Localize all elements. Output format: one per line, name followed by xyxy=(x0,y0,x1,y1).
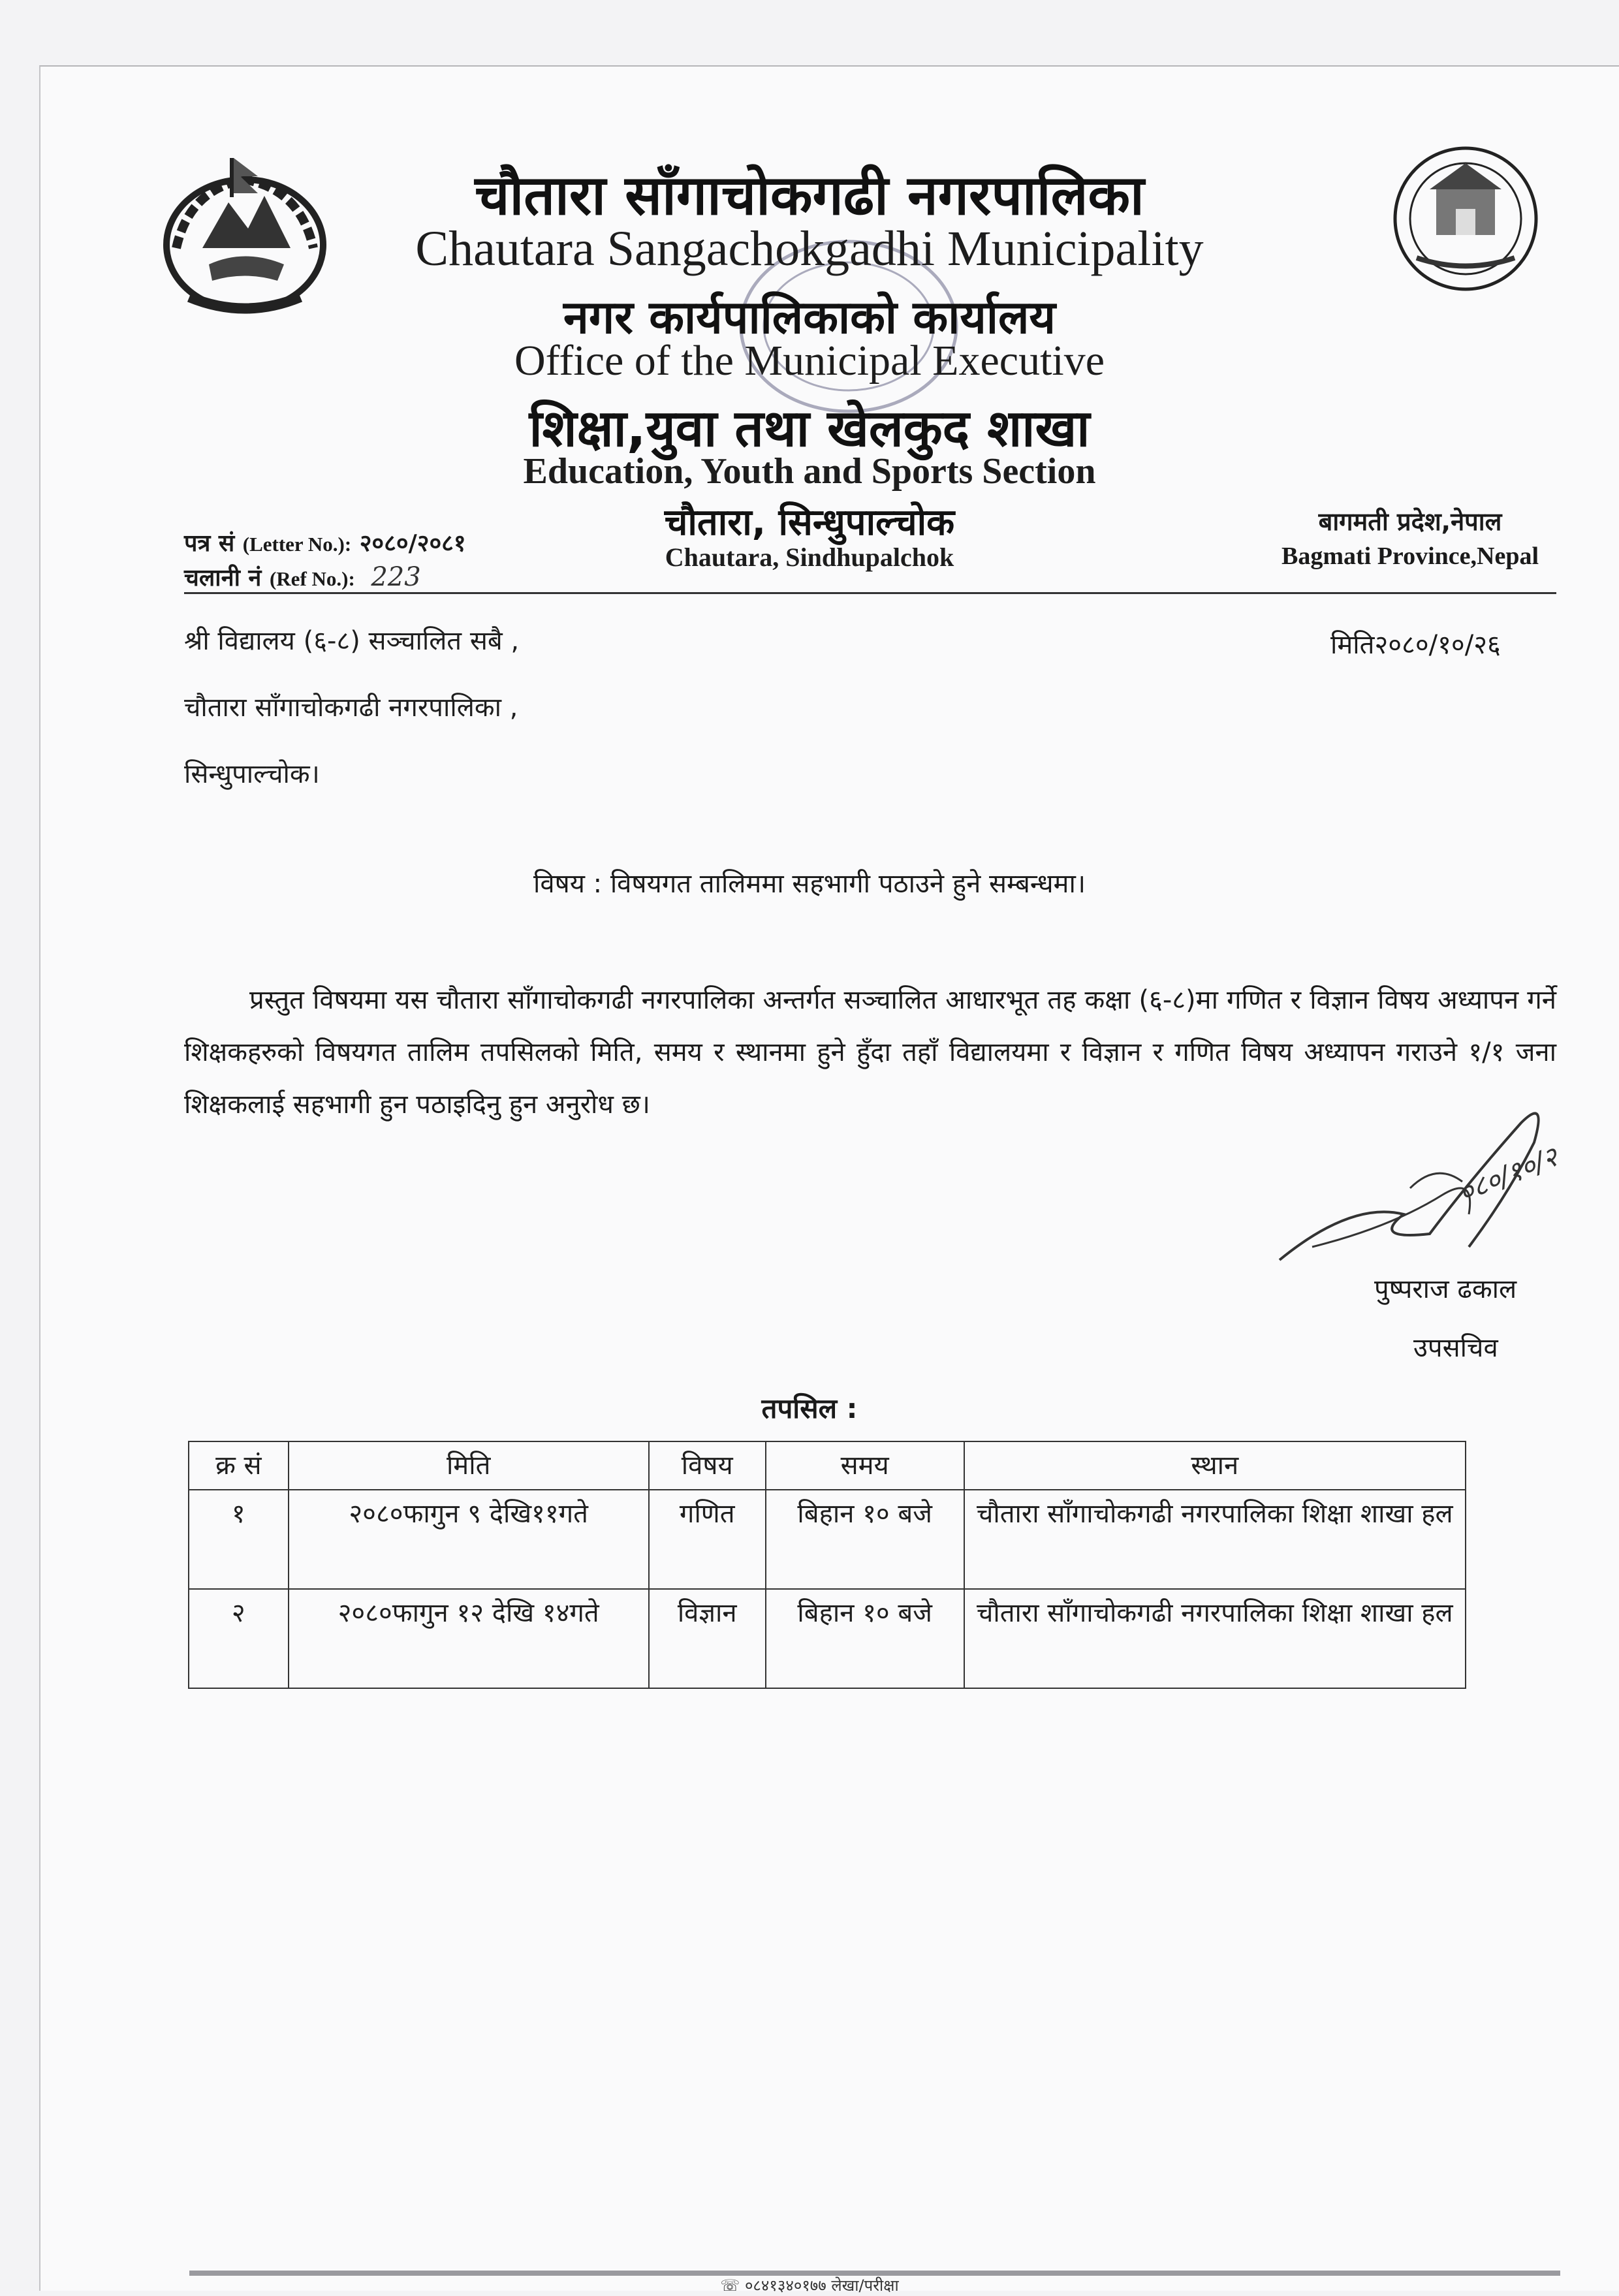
ref-number-row xyxy=(184,561,466,595)
province-nepali: बागमती प्रदेश,नेपाल xyxy=(1318,507,1502,536)
recipient-line: श्री विद्यालय (६-८) सञ्चालित सबै , xyxy=(184,626,520,656)
table-cell: गणित xyxy=(649,1490,766,1589)
place-english: Chautara, Sindhupalchok xyxy=(665,543,954,572)
signature-date: ०८०/१०/२ xyxy=(1453,1140,1563,1209)
office-name-english: Office of the Municipal Executive xyxy=(514,337,1105,385)
ref-label-nepali: चलानी नं xyxy=(184,565,262,591)
table-cell: बिहान १० बजे xyxy=(766,1589,964,1688)
office-name-nepali: नगर कार्यपालिकाको कार्यालय xyxy=(563,291,1056,344)
table-cell: बिहान १० बजे xyxy=(766,1490,964,1589)
letter-number: २०८०/२०८१ xyxy=(359,530,466,557)
letter-meta xyxy=(184,527,466,595)
municipality-name-english: Chautara Sangachokgadhi Municipality xyxy=(415,221,1204,276)
subject-line: विषय : विषयगत तालिममा सहभागी पठाउने हुने सम्बन्धमा। xyxy=(533,869,1086,899)
letter-date: मिति२०८०/१०/२६ xyxy=(1330,630,1501,660)
recipient-line: चौतारा साँगाचोकगढी नगरपालिका , xyxy=(184,693,518,723)
letter-label-english: (Letter No.): xyxy=(242,533,352,556)
table-cell: २०८०फागुन ९ देखि११गते xyxy=(289,1490,649,1589)
recipient-address xyxy=(184,625,519,825)
column-header: समय xyxy=(766,1441,964,1490)
ref-label-english: (Ref No.): xyxy=(269,567,355,590)
column-header: मिति xyxy=(289,1441,649,1490)
section-name-english: Education, Youth and Sports Section xyxy=(523,451,1096,492)
signatory-title: उपसचिव xyxy=(1413,1333,1498,1363)
table-row xyxy=(189,1589,1466,1688)
table-header-row xyxy=(189,1441,1466,1490)
ref-number: 223 xyxy=(363,562,428,593)
schedule-heading: तपसिल : xyxy=(761,1392,858,1424)
body-paragraph: प्रस्तुत विषयमा यस चौतारा साँगाचोकगढी नगरपालिका अन्तर्गत सञ्चालित आधारभूत तह कक्षा (६-८)मा गणित र विज्ञान विषय अध्यापन गर्ने शिक्षकहरुको विषयगत तालिम तपसिलको मिति, समय र स्थानमा हुने हुँदा तहाँ विद्यालयमा र विज्ञान र गणित विषय अध्यापन गराउने १/१ जना शिक्षकलाई सहभागी हुन पठाइदिनु हुन अनुरोध छ। xyxy=(184,985,1556,1120)
footer-text: ☏ ०८४१३४०१७७ लेखा/परीक्षा xyxy=(720,2276,899,2295)
table-cell: २०८०फागुन १२ देखि १४गते xyxy=(289,1589,649,1688)
letter-number-row xyxy=(184,527,466,561)
column-header: विषय xyxy=(649,1441,766,1490)
province-block xyxy=(1263,503,1557,572)
table-cell: २ xyxy=(189,1589,289,1688)
table-cell: चौतारा साँगाचोकगढी नगरपालिका शिक्षा शाखा हल xyxy=(964,1589,1466,1688)
header-divider xyxy=(184,592,1556,594)
recipient-line: सिन्धुपाल्चोक। xyxy=(184,759,320,789)
signatory-name: पुष्पराज ढकाल xyxy=(1374,1274,1517,1304)
table-row xyxy=(189,1490,1466,1589)
table-cell: चौतारा साँगाचोकगढी नगरपालिका शिक्षा शाखा हल xyxy=(964,1490,1466,1589)
schedule-table xyxy=(188,1441,1466,1689)
table-cell: विज्ञान xyxy=(649,1589,766,1688)
table-cell: १ xyxy=(189,1490,289,1589)
municipality-name-nepali: चौतारा साँगाचोकगढी नगरपालिका xyxy=(475,163,1144,227)
section-name-nepali: शिक्षा,युवा तथा खेलकुद शाखा xyxy=(529,400,1090,458)
column-header: स्थान xyxy=(964,1441,1466,1490)
letter-label-nepali: पत्र सं xyxy=(184,530,235,557)
province-english: Bagmati Province,Nepal xyxy=(1281,543,1539,570)
place-nepali: चौतारा, सिन्धुपाल्चोक xyxy=(664,501,955,544)
column-header: क्र सं xyxy=(189,1441,289,1490)
